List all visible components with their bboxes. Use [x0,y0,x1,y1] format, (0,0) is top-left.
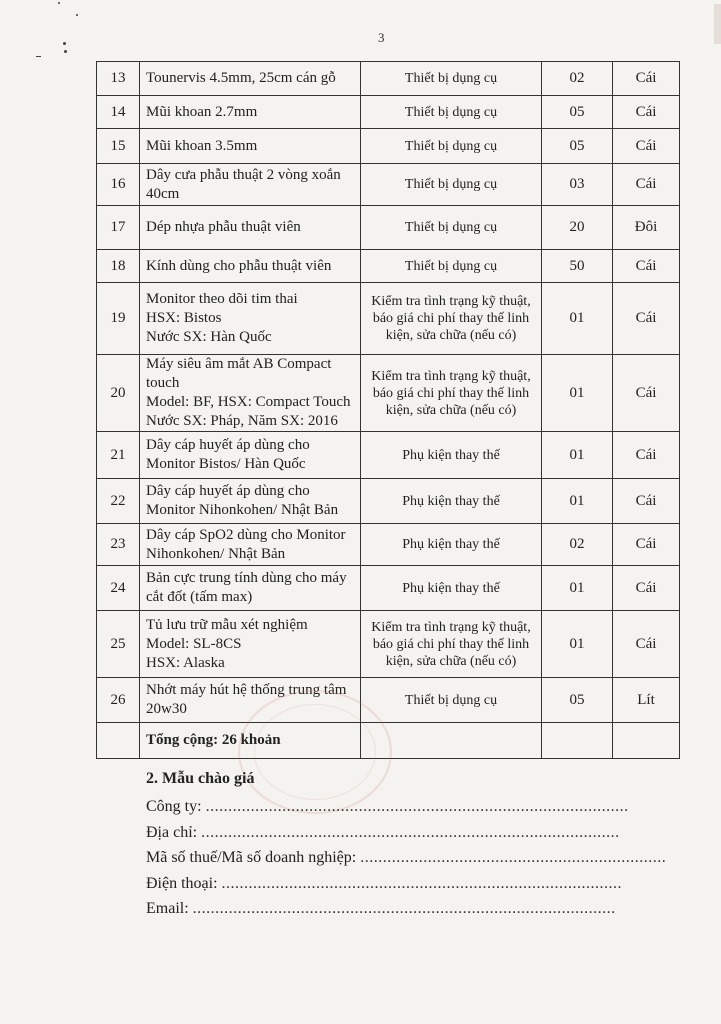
cell-line: Thiết bị dụng cụ [404,220,498,235]
cell-line: Dây cáp huyết áp dùng cho [146,483,310,499]
cell-line: Kiểm tra tình trạng kỹ thuật, [371,294,531,309]
cell-line: kiện, sửa chữa (nếu có) [385,328,517,343]
empty-cell [97,723,140,759]
form-field-label: Địa chỉ: [146,823,202,841]
cell-line: Dây cáp huyết áp dùng cho [146,437,310,453]
item-name [140,355,361,432]
item-name [140,164,361,206]
cell-line: Máy siêu âm mắt AB Compact touch [146,356,332,391]
cell-line: báo giá chi phí thay thế linh [372,385,530,401]
form-field-line [146,845,676,871]
table-row [97,479,680,524]
cell-line: Phụ kiện thay thế [402,447,500,463]
item-quantity: 01 [542,566,613,611]
item-unit: Đôi [613,206,680,250]
form-field-line [146,820,676,846]
item-quantity: 01 [542,479,613,524]
cell-line: Tủ lưu trữ mẫu xét nghiệm [146,616,308,633]
item-unit: Cái [613,566,680,611]
item-unit: Cái [613,62,680,96]
form-field-label: Điện thoại: [146,874,222,892]
item-name [140,96,361,129]
form-field-line [146,794,676,820]
cell-line: Dây cưa phẫu thuật 2 vòng xoắn 40cm [146,166,341,202]
item-quantity: 01 [542,283,613,355]
item-quantity: 50 [542,250,613,283]
table-row [97,164,680,206]
item-type [361,96,542,129]
cell-line: báo giá chi phí thay thế linh [372,311,530,326]
item-type [361,206,542,250]
item-quantity: 05 [542,129,613,164]
row-number: 13 [97,62,140,96]
cell-line: Monitor Nihonkohen/ Nhật Bản [146,502,339,518]
table-row [97,283,680,355]
empty-cell [542,723,613,759]
item-name [140,250,361,283]
cell-line: HSX: Alaska [146,654,225,671]
cell-line: 20w30 [146,701,187,717]
table-row [97,96,680,129]
item-unit: Cái [613,96,680,129]
table-row [97,206,680,250]
cell-line: kiện, sửa chữa (nếu có) [385,402,517,418]
cell-line: Model: SL-8CS [146,635,242,652]
item-type [361,678,542,723]
row-number: 23 [97,524,140,566]
row-number: 26 [97,678,140,723]
cell-line: Thiết bị dụng cụ [404,692,498,708]
row-number: 24 [97,566,140,611]
item-unit: Cái [613,250,680,283]
item-quantity: 03 [542,164,613,206]
total-label: Tổng cộng: 26 khoản [140,723,361,759]
row-number: 21 [97,432,140,479]
item-type [361,355,542,432]
item-type [361,611,542,678]
cell-line: kiện, sửa chữa (nếu có) [385,653,517,669]
item-unit: Cái [613,524,680,566]
cell-line: Nước SX: Hàn Quốc [146,329,272,345]
cell-line: Dép nhựa phẫu thuật viên [146,219,301,235]
form-field-blank: ............................................................................................. [201,823,620,841]
item-type [361,250,542,283]
total-row [97,723,680,759]
item-unit: Cái [613,611,680,678]
quote-form-heading: 2. Mẫu chào giá [146,770,255,787]
item-quantity: 01 [542,611,613,678]
cell-line: Dây cáp SpO2 dùng cho Monitor [146,526,346,543]
row-number: 18 [97,250,140,283]
item-name [140,62,361,96]
row-number: 15 [97,129,140,164]
cell-line: cắt đốt (tấm max) [146,589,253,605]
form-field-blank: .............................................................................................. [205,798,629,815]
cell-line: Phụ kiện thay thế [402,537,500,552]
item-type [361,62,542,96]
cell-line: báo giá chi phí thay thế linh [372,636,530,652]
form-field-label: Công ty: [146,798,206,815]
cell-line: Phụ kiện thay thế [402,493,500,509]
item-name [140,432,361,479]
table-row [97,432,680,479]
cell-line: Model: BF, HSX: Compact Touch [146,394,351,410]
item-type [361,479,542,524]
item-unit: Lít [613,678,680,723]
table-row [97,355,680,432]
row-number: 16 [97,164,140,206]
item-name [140,611,361,678]
item-unit: Cái [613,432,680,479]
form-field-blank: .................................................................... [360,849,667,866]
row-number: 19 [97,283,140,355]
row-number: 14 [97,96,140,129]
cell-line: Nước SX: Pháp, Năm SX: 2016 [146,413,338,429]
item-name [140,129,361,164]
item-type [361,164,542,206]
items-table [96,61,680,759]
row-number: 25 [97,611,140,678]
cell-line: Mũi khoan 3.5mm [146,137,258,154]
cell-line: Nihonkohen/ Nhật Bản [146,545,286,562]
table-row [97,566,680,611]
item-unit: Cái [613,164,680,206]
item-name [140,566,361,611]
form-field-label: Email: [146,900,193,917]
quote-form-section [146,770,676,922]
item-quantity: 05 [542,96,613,129]
item-type [361,283,542,355]
item-name [140,678,361,723]
table-row [97,250,680,283]
page-number: 3 [378,30,385,45]
row-number: 17 [97,206,140,250]
item-quantity: 05 [542,678,613,723]
cell-line: Thiết bị dụng cụ [404,104,498,120]
item-quantity: 02 [542,524,613,566]
cell-line: Kính dùng cho phẫu thuật viên [146,257,332,274]
cell-line: Monitor Bistos/ Hàn Quốc [146,456,306,472]
cell-line: Thiết bị dụng cụ [404,71,498,86]
table-row [97,678,680,723]
item-name [140,479,361,524]
item-unit: Cái [613,355,680,432]
item-quantity: 02 [542,62,613,96]
table-row [97,129,680,164]
cell-line: Phụ kiện thay thế [402,580,500,596]
cell-line: Kiểm tra tình trạng kỹ thuật, [371,619,531,635]
item-name [140,524,361,566]
form-field-blank: .............................................................................................. [192,900,616,917]
cell-line: Thiết bị dụng cụ [404,138,498,154]
item-unit: Cái [613,479,680,524]
cell-line: Bản cực trung tính dùng cho máy [146,570,347,586]
row-number: 22 [97,479,140,524]
item-name [140,283,361,355]
empty-cell [613,723,680,759]
item-type [361,432,542,479]
cell-line: Tounervis 4.5mm, 25cm cán gỗ [146,70,336,86]
cell-line: Thiết bị dụng cụ [404,177,498,192]
item-type [361,524,542,566]
item-unit: Cái [613,129,680,164]
empty-cell [361,723,542,759]
item-quantity: 01 [542,355,613,432]
item-type [361,566,542,611]
cell-line: Kiểm tra tình trạng kỹ thuật, [371,368,531,384]
item-quantity: 01 [542,432,613,479]
cell-line: Mũi khoan 2.7mm [146,103,258,120]
form-field-label: Mã số thuế/Mã số doanh nghiệp: [146,849,361,866]
item-quantity: 20 [542,206,613,250]
form-field-line [146,896,676,922]
table-row [97,62,680,96]
item-unit: Cái [613,283,680,355]
item-type [361,129,542,164]
form-field-line [146,871,676,897]
row-number: 20 [97,355,140,432]
cell-line: Nhớt máy hút hệ thống trung tâm [146,682,347,698]
cell-line: HSX: Bistos [146,310,222,326]
item-name [140,206,361,250]
table-row [97,611,680,678]
table-row [97,524,680,566]
cell-line: Thiết bị dụng cụ [404,258,498,274]
cell-line: Monitor theo dõi tim thai [146,291,298,307]
form-field-blank: ......................................................................................... [221,874,623,892]
